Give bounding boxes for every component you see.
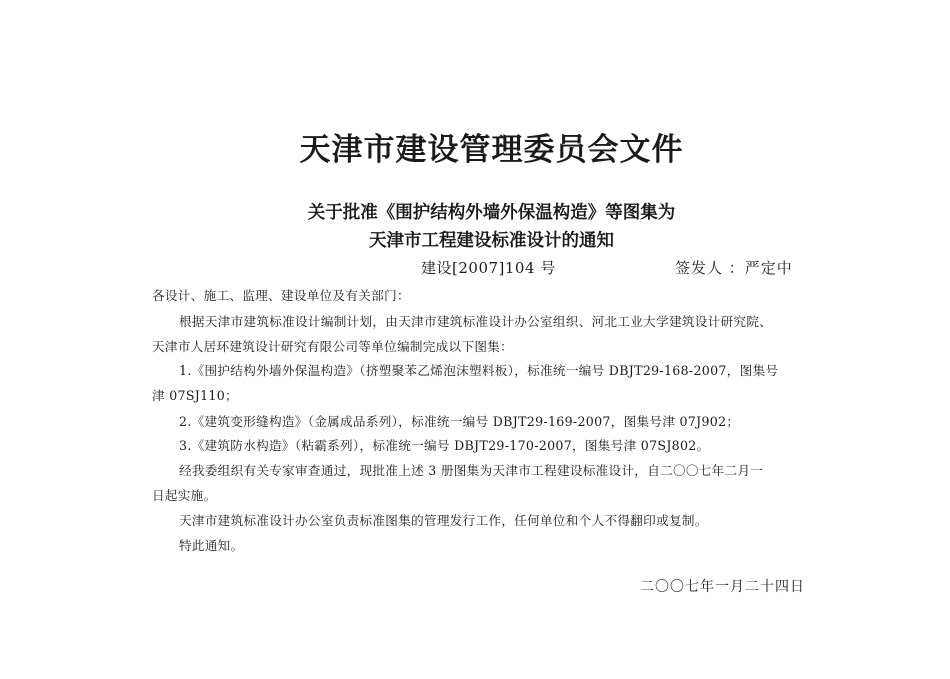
document-subtitle-line-1: 关于批准《围护结构外墙外保温构造》等图集为 bbox=[307, 203, 676, 223]
signer: 签发人 ：严定中 bbox=[675, 259, 793, 277]
paragraph-2-line-2: 日起实施。 bbox=[152, 488, 217, 503]
document-subtitle-line-2: 天津市工程建设标准设计的通知 bbox=[369, 231, 614, 251]
list-item-1-line-2: 津 07SJ110； bbox=[152, 388, 238, 403]
paragraph-1-line-1: 根据天津市建筑标准设计编制计划，由天津市建筑标准设计办公室组织、河北工业大学建筑设计研究院、 bbox=[179, 314, 773, 329]
paragraph-2-line-1: 经我委组织有关专家审查通过，现批准上述 3 册图集为天津市工程建设标准设计，自二〇〇七年二月一 bbox=[179, 463, 764, 478]
closing-remark: 特此通知。 bbox=[179, 538, 244, 553]
list-item-1-line-1: 1.《围护结构外墙外保温构造》（挤塑聚苯乙烯泡沫塑料板），标准统一编号 DBJT29-168-2007，图集号 bbox=[179, 363, 779, 378]
paragraph-1-line-2: 天津市人居环建筑设计研究有限公司等单位编制完成以下图集： bbox=[152, 339, 514, 354]
document-date: 二〇〇七年一月二十四日 bbox=[640, 579, 805, 595]
document-title: 天津市建设管理委员会文件 bbox=[299, 132, 684, 168]
list-item-2: 2.《建筑变形缝构造》（金属成品系列），标准统一编号 DBJT29-169-2007，图集号津 07J902； bbox=[179, 414, 740, 429]
document-number: 建设[2007]104 号 bbox=[421, 259, 556, 277]
list-item-3: 3.《建筑防水构造》（粘霸系列），标准统一编号 DBJT29-170-2007，图集号津 07SJ802。 bbox=[179, 438, 710, 453]
salutation: 各设计、施工、监理、建设单位及有关部门： bbox=[152, 288, 410, 303]
paragraph-3: 天津市建筑标准设计办公室负责标准图集的管理发行工作，任何单位和个人不得翻印或复制。 bbox=[179, 513, 708, 528]
